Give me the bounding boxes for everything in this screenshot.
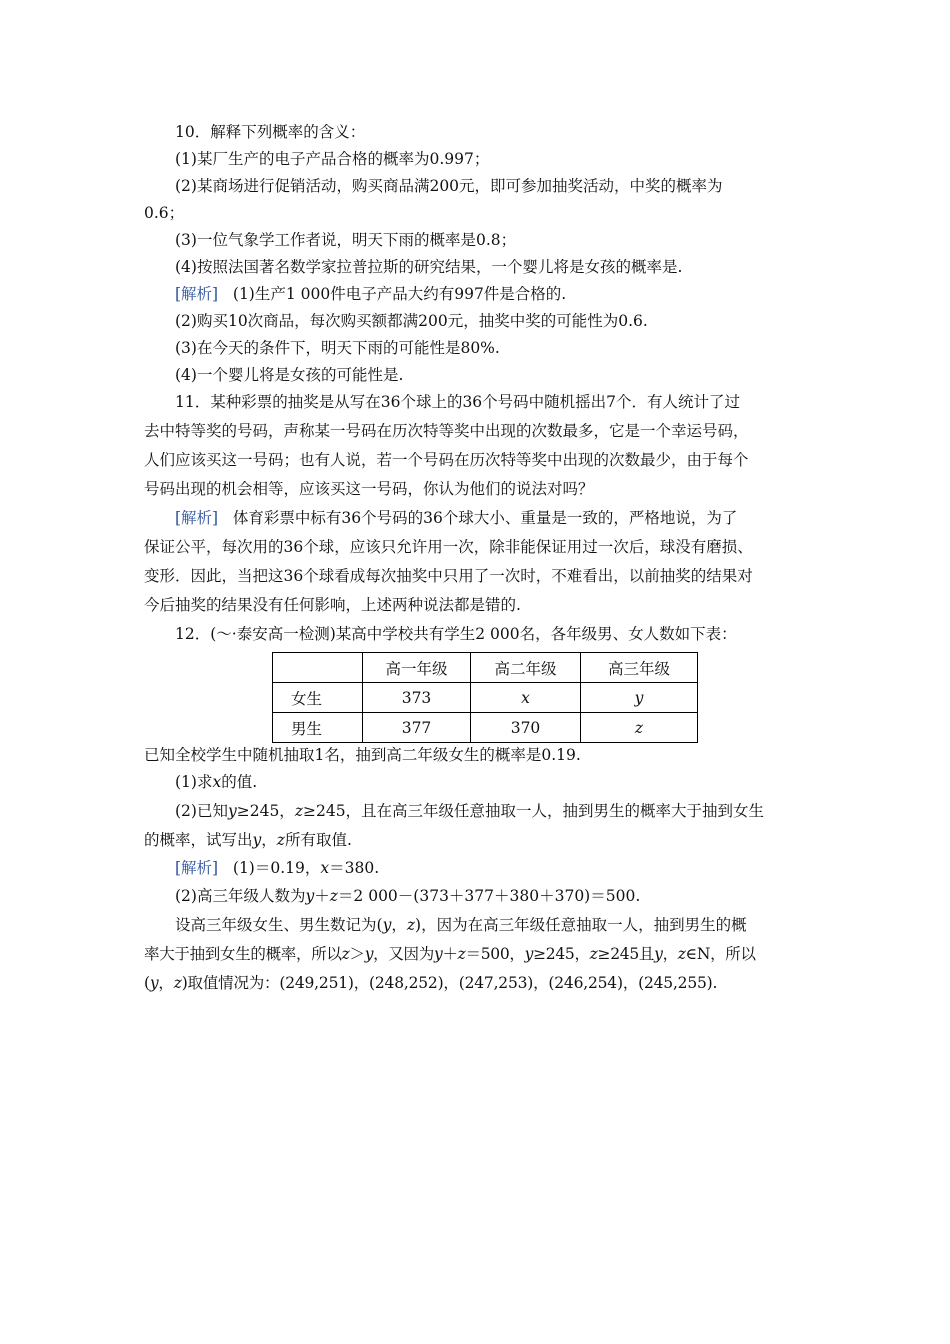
q12-part-2-line-1	[175, 801, 764, 821]
table-cell: 370	[471, 713, 581, 743]
table-cell: 男生	[273, 713, 363, 743]
grade-gender-table	[272, 652, 698, 743]
q11-line-1: 11．某种彩票的抽奖是从写在36个球上的36个号码中随机摇出7个．有人统计了过	[175, 393, 741, 411]
var-y: y	[149, 974, 159, 992]
var-z: z	[457, 945, 466, 963]
table-header-cell: 高三年级	[581, 653, 698, 683]
var-y: y	[524, 945, 534, 963]
q11-line-4: 号码出现的机会相等，应该买这一号码，你认为他们的说法对吗？	[144, 480, 594, 498]
var-y: y	[227, 802, 237, 820]
text-span: ＞	[349, 945, 365, 963]
var-x: x	[320, 859, 330, 877]
var-z: z	[329, 887, 338, 905]
var-y: y	[305, 887, 315, 905]
table-cell: 377	[363, 713, 471, 743]
q11-analysis-line-2: 保证公平，每次用的36个球，应该只允许用一次，除非能保证用过一次后，球没有磨损、	[144, 538, 753, 556]
table-cell: 373	[363, 683, 471, 713]
q12-analysis-3-line-3	[144, 973, 717, 993]
text-span: ＝500，	[465, 945, 525, 963]
text-span: ≥245且	[597, 945, 655, 963]
text-span: (2)已知	[175, 802, 228, 820]
q10-analysis-4: (4)一个婴儿将是女孩的可能性是.	[175, 366, 404, 384]
var-z: z	[589, 945, 598, 963]
analysis-tag: [解析]	[175, 285, 219, 303]
text-span: ≥245，	[533, 945, 590, 963]
analysis-tag: [解析]	[175, 859, 219, 877]
q12-analysis-3-line-2	[144, 944, 756, 964]
text-span: (1)求	[175, 773, 213, 791]
text-span: 的概率，试写出	[144, 831, 253, 849]
table-row	[273, 683, 698, 713]
var-y: y	[654, 945, 663, 963]
q10-analysis-1-text: (1)生产1 000件电子产品大约有997件是合格的.	[232, 285, 567, 303]
text-span: ≥245，	[236, 802, 295, 820]
text-span: 的值.	[221, 773, 258, 791]
text-span: 率大于抽到女生的概率，所以	[144, 945, 342, 963]
var-y: y	[382, 916, 392, 934]
table-cell: x	[471, 683, 581, 713]
q10-analysis-2: (2)购买10次商品，每次购买额都满200元，抽奖中奖的可能性为0.6.	[175, 312, 648, 330]
q10-analysis-1	[175, 284, 566, 304]
text-span: ，又因为	[373, 945, 434, 963]
var-z: z	[294, 802, 303, 820]
text-span: ，	[261, 831, 277, 849]
text-span: (	[144, 974, 150, 992]
var-x: x	[212, 773, 222, 791]
q12-analysis-3-line-1	[175, 915, 747, 935]
text-span: )取值情况为：(249,251)，(248,252)，(247,253)，(246,254)，(245,255).	[181, 974, 718, 992]
text-span: ，	[158, 974, 174, 992]
text-span: ，	[662, 945, 678, 963]
q11-analysis-line-1	[175, 508, 737, 528]
var-z: z	[406, 916, 416, 934]
q10-item-1: (1)某厂生产的电子产品合格的概率为0.997；	[175, 150, 490, 168]
q12-part-1	[175, 772, 257, 792]
table-header-row	[273, 653, 698, 683]
q10-item-3: (3)一位气象学工作者说，明天下雨的概率是0.8；	[175, 231, 517, 249]
table-cell: z	[581, 713, 698, 743]
q11-line-3: 人们应该买这一号码；也有人说，若一个号码在历次特等奖中出现的次数最少，由于每个	[144, 451, 749, 469]
text-span: (2)高三年级人数为	[175, 887, 306, 905]
analysis-tag: [解析]	[175, 509, 219, 527]
q11-line-2: 去中特等奖的号码，声称某一号码在历次特等奖中出现的次数最多，它是一个幸运号码，	[144, 422, 749, 440]
q12-title: 12．(～·泰安高一检测)某高中学校共有学生2 000名，各年级男、女人数如下表：	[175, 625, 737, 643]
text-span: ＝2 000－(373＋377＋380＋370)＝500.	[337, 887, 641, 905]
table-header-cell	[273, 653, 363, 683]
q10-analysis-3: (3)在今天的条件下，明天下雨的可能性是80%.	[175, 339, 500, 357]
table-cell: y	[581, 683, 698, 713]
var-z: z	[341, 945, 350, 963]
text-span: ＝380.	[329, 859, 380, 877]
q11-analysis-line-1-text: 体育彩票中标有36个号码的36个球大小、重量是一致的，严格地说，为了	[232, 509, 738, 527]
q10-item-4: (4)按照法国著名数学家拉普拉斯的研究结果，一个婴儿将是女孩的概率是.	[175, 258, 683, 276]
q11-analysis-line-3: 变形．因此，当把这36个球看成每次抽奖中只用了一次时，不难看出，以前抽奖的结果对	[144, 567, 753, 585]
q12-analysis-1	[175, 858, 379, 878]
q12-after-table: 已知全校学生中随机抽取1名，抽到高二年级女生的概率是0.19.	[144, 746, 581, 764]
q12-analysis-2	[175, 886, 640, 906]
q10-item-2-line-2: 0.6；	[144, 204, 185, 222]
text-span: )，因为在高三年级任意抽取一人，抽到男生的概	[415, 916, 747, 934]
table-header-cell: 高二年级	[471, 653, 581, 683]
var-y: y	[364, 945, 374, 963]
q10-item-2-line-1: (2)某商场进行促销活动，购买商品满200元，即可参加抽奖活动，中奖的概率为	[175, 177, 723, 195]
q12-part-2-line-2	[144, 830, 352, 850]
var-y: y	[433, 945, 443, 963]
text-span: 所有取值.	[284, 831, 352, 849]
text-span: ≥245，且在高三年级任意抽取一人，抽到男生的概率大于抽到女生	[302, 802, 765, 820]
var-z: z	[276, 831, 285, 849]
text-span: ＋	[314, 887, 330, 905]
text-span: ∈N，所以	[685, 945, 756, 963]
text-span: ，	[391, 916, 407, 934]
text-span: (1)＝0.19，	[232, 859, 321, 877]
q11-analysis-line-4: 今后抽奖的结果没有任何影响，上述两种说法都是错的.	[144, 596, 521, 614]
var-y: y	[252, 831, 262, 849]
q10-title: 10．解释下列概率的含义：	[175, 123, 366, 141]
var-z: z	[173, 974, 182, 992]
text-span: ＋	[442, 945, 458, 963]
table-row	[273, 713, 698, 743]
var-z: z	[677, 945, 686, 963]
table-cell: 女生	[273, 683, 363, 713]
table-header-cell: 高一年级	[363, 653, 471, 683]
text-span: 设高三年级女生、男生数记为(	[175, 916, 383, 934]
